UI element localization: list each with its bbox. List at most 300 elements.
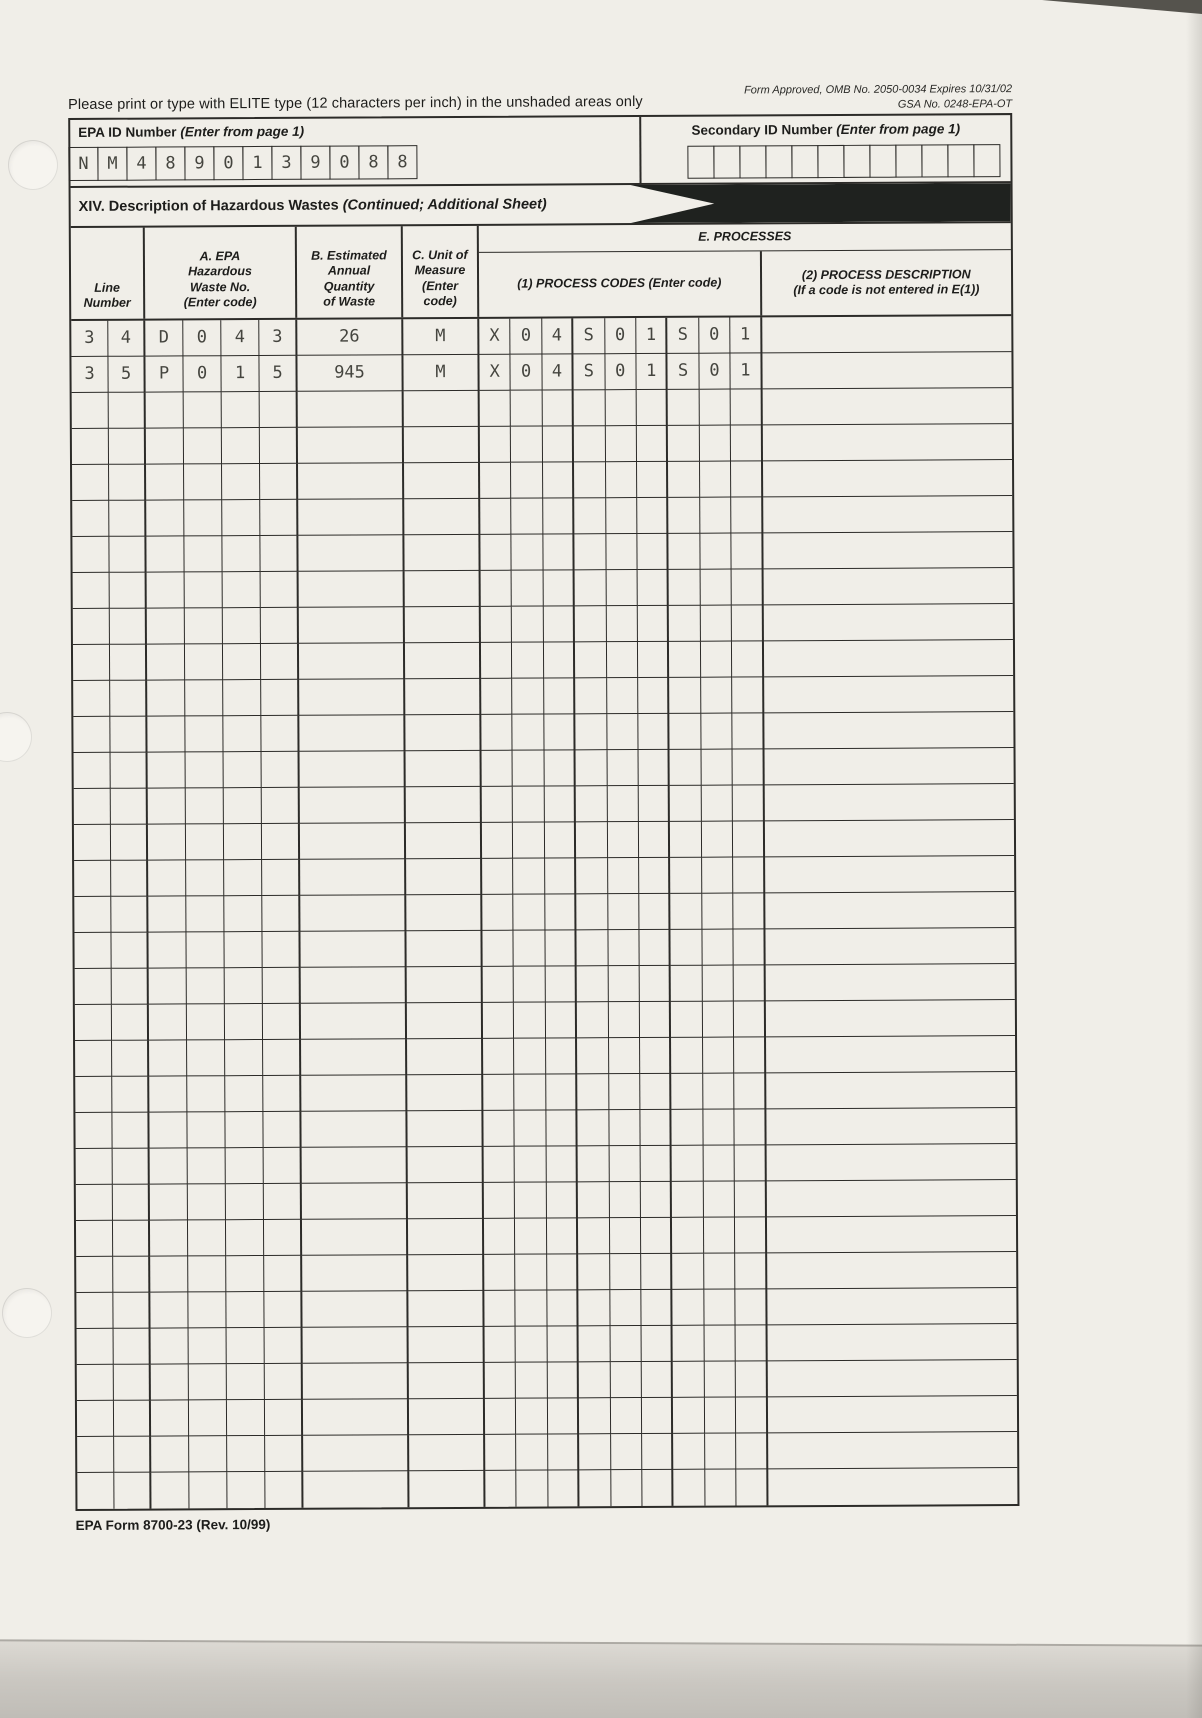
table-cell-empty <box>701 714 733 750</box>
table-cell-empty <box>673 1290 705 1326</box>
table-cell-empty <box>186 932 224 968</box>
table-cell-empty <box>409 1363 485 1399</box>
table-cell-empty <box>610 1218 642 1254</box>
table-cell-empty <box>189 1436 227 1472</box>
table-cell-empty <box>701 786 733 822</box>
secondary-id-char-box <box>687 146 714 179</box>
table-cell-empty <box>150 1256 188 1292</box>
table-cell-empty <box>702 966 734 1002</box>
table-cell-empty <box>485 1435 517 1471</box>
table-cell-empty <box>704 1326 736 1362</box>
table-cell-empty <box>150 1220 188 1256</box>
table-cell: 0 <box>511 319 543 355</box>
table-cell-empty <box>577 930 609 966</box>
table-cell-empty <box>544 606 576 642</box>
table-cell-empty <box>702 930 734 966</box>
table-cell-empty <box>609 1182 641 1218</box>
table-cell-empty <box>112 969 149 1005</box>
table-cell-empty <box>512 571 544 607</box>
table-cell-empty <box>110 681 147 717</box>
table-cell-empty <box>668 426 700 462</box>
secondary-id-char-box <box>947 144 974 177</box>
table-cell-empty <box>578 1218 610 1254</box>
table-cell: 5 <box>259 356 297 392</box>
table-cell-empty <box>73 609 110 645</box>
table-cell-empty <box>701 642 733 678</box>
table-cell-empty <box>579 1290 611 1326</box>
table-cell-empty <box>514 895 546 931</box>
table-cell-empty <box>187 1004 225 1040</box>
table-cell: 0 <box>699 318 731 354</box>
table-cell-empty <box>610 1290 642 1326</box>
table-cell-empty <box>261 716 299 752</box>
top-row <box>68 75 1012 116</box>
table-cell-empty <box>544 714 576 750</box>
table-cell-empty <box>483 1075 515 1111</box>
table-cell-empty <box>409 1435 485 1471</box>
table-cell-empty <box>298 499 404 536</box>
table-cell-empty <box>226 1184 264 1220</box>
form-area <box>68 75 1020 1533</box>
table-cell-empty <box>109 537 146 573</box>
table-cell-empty <box>189 1364 227 1400</box>
table-cell-empty <box>226 1256 264 1292</box>
table-cell-empty <box>404 535 480 571</box>
secondary-id-label-hint: (Enter from page 1) <box>836 121 961 137</box>
table-cell-empty <box>299 679 405 716</box>
table-cell-empty <box>483 1111 515 1147</box>
table-cell-empty <box>406 895 482 931</box>
table-cell-empty <box>300 859 406 896</box>
table-cell-empty <box>187 1076 225 1112</box>
table-cell-empty <box>303 1399 409 1436</box>
table-cell-empty <box>262 788 300 824</box>
table-cell-empty <box>512 607 544 643</box>
table-cell-empty <box>639 822 671 858</box>
table-cell-empty <box>303 1471 409 1508</box>
table-cell-empty <box>546 1038 578 1074</box>
table-cell-empty <box>641 1326 673 1362</box>
table-cell-empty <box>77 1365 114 1401</box>
epa-id-char-box: 8 <box>387 145 417 179</box>
table-cell-empty <box>515 1183 547 1219</box>
table-cell-empty <box>671 930 703 966</box>
table-cell-empty <box>763 532 1013 569</box>
table-cell-empty <box>637 426 669 462</box>
table-cell: X <box>479 355 511 391</box>
epa-id-section <box>70 119 408 186</box>
table-cell-empty <box>109 465 146 501</box>
table-cell-empty <box>301 1003 407 1040</box>
table-cell-empty <box>574 426 606 462</box>
table-cell: 3 <box>259 320 297 356</box>
table-cell-empty <box>578 1146 610 1182</box>
table-cell-empty <box>766 1036 1016 1073</box>
table-cell-empty <box>77 1401 114 1437</box>
table-cell-empty <box>766 1216 1016 1253</box>
table-cell-empty <box>299 643 405 680</box>
table-cell-empty <box>641 1290 673 1326</box>
table-cell-empty <box>670 786 702 822</box>
table-cell: 26 <box>297 319 403 356</box>
table-cell-empty <box>74 897 111 933</box>
table-cell-empty <box>705 1434 737 1470</box>
table-cell-empty <box>404 499 480 535</box>
table-cell-empty <box>76 1293 113 1329</box>
table-cell-empty <box>406 931 482 967</box>
table-cell-empty <box>74 861 111 897</box>
table-cell-empty <box>75 969 112 1005</box>
table-cell-empty <box>146 392 184 428</box>
table-cell-empty <box>112 1113 149 1149</box>
table-cell-empty <box>766 1108 1016 1145</box>
epa-id-char-box: 0 <box>329 145 359 179</box>
table-cell: P <box>145 356 183 392</box>
table-cell-empty <box>576 858 608 894</box>
table-cell-empty <box>703 1074 735 1110</box>
table-cell-empty <box>265 1472 303 1508</box>
table-cell-empty <box>225 968 263 1004</box>
table-cell-empty <box>611 1470 643 1506</box>
table-cell-empty <box>298 535 404 572</box>
col-header-line-number: Line Number <box>71 228 145 319</box>
table-cell-empty <box>404 391 480 427</box>
table-cell: 0 <box>183 356 221 392</box>
table-cell-empty <box>113 1257 150 1293</box>
section-arrow-banner <box>631 183 1011 223</box>
table-cell-empty <box>606 606 638 642</box>
table-cell: 4 <box>108 321 145 357</box>
table-cell-empty <box>610 1362 642 1398</box>
table-cell-empty <box>511 427 543 463</box>
table-cell-empty <box>187 1040 225 1076</box>
table-cell-empty <box>299 571 405 608</box>
table-cell-empty <box>260 428 298 464</box>
table-cell-empty <box>545 930 577 966</box>
table-cell-empty <box>577 1002 609 1038</box>
table-cell-empty <box>111 753 148 789</box>
table-cell: 0 <box>605 354 637 390</box>
form-box <box>68 113 1019 1511</box>
table-cell-empty <box>512 499 544 535</box>
table-cell-empty <box>405 679 481 715</box>
table-cell-empty <box>736 1433 768 1469</box>
table-cell-empty <box>606 570 638 606</box>
table-cell-empty <box>513 859 545 895</box>
table-cell-empty <box>151 1400 189 1436</box>
scanner-background <box>0 1639 1202 1718</box>
table-cell-empty <box>578 1254 610 1290</box>
table-cell-empty <box>732 533 764 569</box>
process-description-note: (If a code is not entered in E(1)) <box>793 282 980 298</box>
table-cell-empty <box>406 859 482 895</box>
table-cell-empty <box>73 573 110 609</box>
table-cell-empty <box>222 428 260 464</box>
form-number-footer: EPA Form 8700-23 (Rev. 10/99) <box>75 1516 271 1533</box>
table-cell-empty <box>298 391 404 428</box>
table-cell <box>762 316 1012 353</box>
table-cell-empty <box>579 1434 611 1470</box>
table-cell-empty <box>261 572 299 608</box>
table-cell-empty <box>701 678 733 714</box>
table-cell-empty <box>299 607 405 644</box>
table-cell-empty <box>484 1291 516 1327</box>
table-cell-empty <box>764 748 1014 785</box>
table-cell-empty <box>548 1470 580 1506</box>
table-cell-empty <box>149 1040 187 1076</box>
table-cell-empty <box>184 392 222 428</box>
table-cell-empty <box>576 714 608 750</box>
table-cell-empty <box>547 1218 579 1254</box>
table-cell-empty <box>223 680 261 716</box>
table-cell-empty <box>703 1146 735 1182</box>
table-cell-empty <box>766 1144 1016 1181</box>
table-cell-empty <box>579 1326 611 1362</box>
table-cell-empty <box>185 680 223 716</box>
table-cell-empty <box>763 460 1013 497</box>
table-cell-empty <box>671 966 703 1002</box>
table-cell: M <box>403 355 479 391</box>
table-header <box>71 223 1011 321</box>
table-cell: 3 <box>71 357 108 393</box>
table-cell-empty <box>546 1074 578 1110</box>
table-cell-empty <box>114 1365 151 1401</box>
table-cell-empty <box>184 428 222 464</box>
table-cell-empty <box>186 824 224 860</box>
table-cell-empty <box>669 570 701 606</box>
table-cell-empty <box>763 640 1013 677</box>
table-cell-empty <box>72 465 109 501</box>
table-cell-empty <box>511 391 543 427</box>
table-cell-empty <box>148 752 186 788</box>
table-cell-empty <box>735 1109 767 1145</box>
table-cell-empty <box>606 534 638 570</box>
table-cell: 5 <box>108 357 145 393</box>
table-cell-empty <box>762 388 1012 425</box>
table-cell-empty <box>735 1253 767 1289</box>
table-cell-empty <box>408 1147 484 1183</box>
table-cell-empty <box>111 897 148 933</box>
table-cell-empty <box>227 1364 265 1400</box>
table-cell-empty <box>185 608 223 644</box>
table-cell-empty <box>673 1398 705 1434</box>
table-cell-empty <box>639 858 671 894</box>
table-cell-empty <box>149 1076 187 1112</box>
table-cell-empty <box>109 429 146 465</box>
table-cell-empty <box>146 464 184 500</box>
table-cell-empty <box>735 1145 767 1181</box>
table-cell-empty <box>516 1291 548 1327</box>
table-cell-empty <box>302 1183 408 1220</box>
table-cell-empty <box>186 896 224 932</box>
table-cell-empty <box>704 1362 736 1398</box>
table-cell-empty <box>222 500 260 536</box>
table-cell-empty <box>262 896 300 932</box>
table-cell-empty <box>700 426 732 462</box>
table-cell-empty <box>762 424 1012 461</box>
table-cell-empty <box>673 1434 705 1470</box>
table-cell-empty <box>704 1254 736 1290</box>
table-cell-empty <box>579 1398 611 1434</box>
table-cell-empty <box>704 1218 736 1254</box>
table-cell-empty <box>260 464 298 500</box>
table-cell-empty <box>186 788 224 824</box>
table-cell-empty <box>298 463 404 500</box>
table-cell-empty <box>641 1146 673 1182</box>
process-description-title: (2) PROCESS DESCRIPTION <box>801 267 971 282</box>
table-cell: M <box>403 319 479 355</box>
table-cell-empty <box>575 606 607 642</box>
table-cell-empty <box>298 427 404 464</box>
table-cell-empty <box>264 1220 302 1256</box>
approval-line-1: Form Approved, OMB No. 2050-0034 Expires 10/31/02 <box>744 83 1013 97</box>
table-cell-empty <box>731 425 763 461</box>
table-cell-empty <box>299 715 405 752</box>
hole-punch-icon <box>2 1288 52 1338</box>
table-cell-empty <box>224 752 262 788</box>
table-cell-empty <box>75 1041 112 1077</box>
table-cell-empty <box>607 642 639 678</box>
secondary-id-section <box>639 115 1010 183</box>
table-cell-empty <box>77 1437 114 1473</box>
table-cell-empty <box>609 1146 641 1182</box>
table-cell-empty <box>734 929 766 965</box>
table-cell-empty <box>767 1324 1017 1361</box>
table-cell-empty <box>301 967 407 1004</box>
table-cell-empty <box>261 608 299 644</box>
table-cell-empty <box>545 894 577 930</box>
table-cell-empty <box>262 824 300 860</box>
table-cell-empty <box>574 498 606 534</box>
epa-id-char-box: N <box>68 147 98 181</box>
table-cell-empty <box>735 1217 767 1253</box>
table-cell-empty <box>668 390 700 426</box>
table-cell-empty <box>149 968 187 1004</box>
table-cell-empty <box>702 894 734 930</box>
table-cell-empty <box>260 536 298 572</box>
table-cell-empty <box>672 1182 704 1218</box>
table-cell-empty <box>763 568 1013 605</box>
table-cell-empty <box>405 571 481 607</box>
table-cell-empty <box>75 1005 112 1041</box>
table-cell-empty <box>481 571 513 607</box>
table-cell-empty <box>224 788 262 824</box>
table-cell-empty <box>516 1327 548 1363</box>
table-cell-empty <box>544 786 576 822</box>
table-cell-empty <box>301 1111 407 1148</box>
epa-id-char-box: 1 <box>242 146 272 180</box>
table-cell-empty <box>577 966 609 1002</box>
table-cell-empty <box>112 1041 149 1077</box>
table-cell-empty <box>189 1328 227 1364</box>
secondary-id-char-box <box>765 145 792 178</box>
scan-corner-artifact <box>1042 0 1202 14</box>
table-cell-empty <box>151 1436 189 1472</box>
table-cell-empty <box>482 859 514 895</box>
table-cell-empty <box>733 749 765 785</box>
table-cell-empty <box>768 1468 1018 1505</box>
table-cell-empty <box>548 1362 580 1398</box>
table-cell-empty <box>113 1293 150 1329</box>
table-cell: 945 <box>297 355 403 392</box>
table-cell-empty <box>188 1148 226 1184</box>
table-cell-empty <box>113 1149 150 1185</box>
table-cell-empty <box>111 861 148 897</box>
secondary-id-char-box <box>843 145 870 178</box>
table-cell-empty <box>512 643 544 679</box>
table-cell-empty <box>110 645 147 681</box>
table-cell-empty <box>480 499 512 535</box>
table-cell-empty <box>405 607 481 643</box>
table-cell-empty <box>111 789 148 825</box>
table-cell-empty <box>609 1110 641 1146</box>
table-cell-empty <box>73 681 110 717</box>
table-cell-empty <box>114 1473 151 1509</box>
table-cell-empty <box>150 1184 188 1220</box>
table-cell-empty <box>222 536 260 572</box>
table-cell-empty <box>607 822 639 858</box>
table-cell-empty <box>408 1219 484 1255</box>
table-cell-empty <box>608 930 640 966</box>
table-cell-empty <box>409 1327 485 1363</box>
table-cell-empty <box>673 1362 705 1398</box>
table-cell-empty <box>480 391 512 427</box>
table-cell-empty <box>607 678 639 714</box>
table-cell-empty <box>574 390 606 426</box>
table-cell-empty <box>485 1363 517 1399</box>
table-cell: 1 <box>221 356 259 392</box>
table-cell-empty <box>705 1470 737 1506</box>
table-cell <box>762 352 1012 389</box>
secondary-id-char-box <box>739 145 766 178</box>
table-cell-empty <box>481 643 513 679</box>
table-cell-empty <box>264 1184 302 1220</box>
table-cell-empty <box>733 785 765 821</box>
table-cell-empty <box>112 1077 149 1113</box>
table-cell-empty <box>150 1292 188 1328</box>
table-cell-empty <box>151 1364 189 1400</box>
table-cell-empty <box>406 787 482 823</box>
table-cell-empty <box>409 1399 485 1435</box>
table-cell-empty <box>704 1182 736 1218</box>
table-cell-empty <box>302 1147 408 1184</box>
table-cell-empty <box>578 1110 610 1146</box>
table-cell-empty <box>609 1074 641 1110</box>
secondary-id-label-text: Secondary ID Number <box>691 121 833 138</box>
table-cell: 0 <box>183 320 221 356</box>
table-cell: X <box>479 319 511 355</box>
table-cell-empty <box>226 1220 264 1256</box>
table-cell-empty <box>76 1149 113 1185</box>
table-cell-empty <box>640 966 672 1002</box>
table-cell-empty <box>114 1329 151 1365</box>
table-cell-empty <box>76 1185 113 1221</box>
epa-id-label-hint: (Enter from page 1) <box>180 123 305 140</box>
table-cell-empty <box>577 1038 609 1074</box>
section-title-text: XIV. Description of Hazardous Wastes <box>78 197 339 215</box>
table-cell-empty <box>262 860 300 896</box>
table-cell-empty <box>608 1002 640 1038</box>
table-cell-empty <box>547 1254 579 1290</box>
table-cell-empty <box>484 1255 516 1291</box>
table-cell-empty <box>637 390 669 426</box>
table-cell-empty <box>735 1289 767 1325</box>
table-cell-empty <box>148 824 186 860</box>
table-cell-empty <box>223 572 261 608</box>
table-cell-empty <box>408 1291 484 1327</box>
table-cell: S <box>668 354 700 390</box>
epa-id-boxes <box>69 145 417 181</box>
